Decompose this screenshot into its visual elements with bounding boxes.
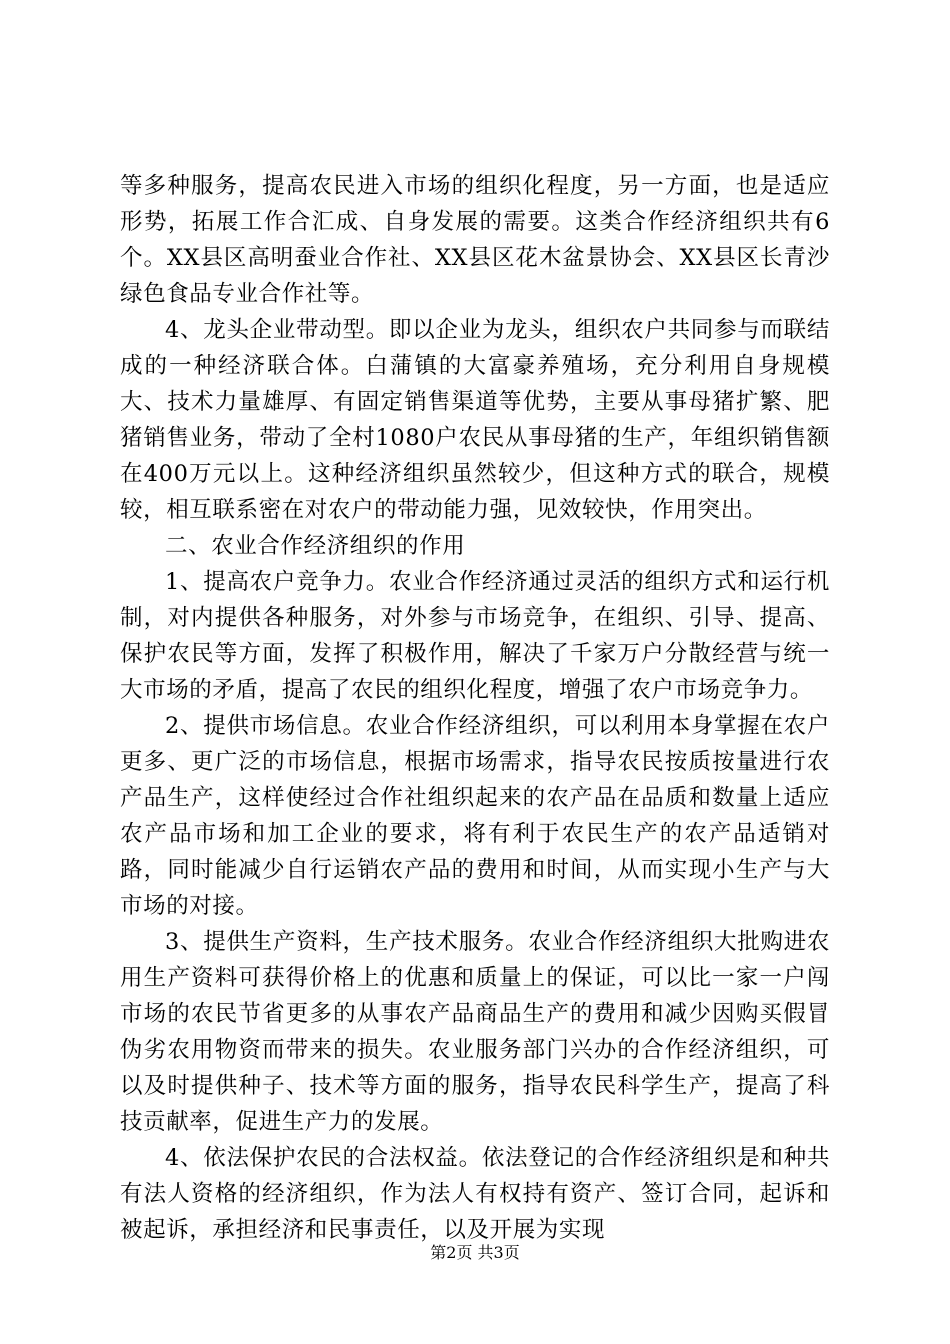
paragraph-6: 3、提供生产资料，生产技术服务。农业合作经济组织大批购进农用生产资料可获得价格上的优惠和质量上的保证，可以比一家一户闯市场的农民节省更多的从事农产品商品生产的费用和减少因购买假冒伪劣农用物资而带来的损失。农业服务部门兴办的合作经济组织，可以及时提供种子、技术等方面的服务，指导农民科学生产，提高了科技贡献率，促进生产力的发展。	[120, 929, 830, 1135]
paragraph-7: 4、依法保护农民的合法权益。依法登记的合作经济组织是和种共有法人资格的经济组织，作为法人有权持有资产、签订合同，起诉和被起诉，承担经济和民事责任，以及开展为实现	[120, 1145, 830, 1243]
paragraph-2: 4、龙头企业带动型。即以企业为龙头，组织农户共同参与而联结成的一种经济联合体。白蒲镇的大富豪养殖场，充分利用自身规模大、技术力量雄厚、有固定销售渠道等优势，主要从事母猪扩繁、肥猪销售业务，带动了全村1080户农民从事母猪的生产，年组织销售额在400万元以上。这种经济组织虽然较少，但这种方式的联合，规模较，相互联系密在对农户的带动能力强，见效较快，作用突出。	[120, 317, 830, 523]
paragraph-1: 等多种服务，提高农民进入市场的组织化程度，另一方面，也是适应形势，拓展工作合汇成、自身发展的需要。这类合作经济组织共有6个。XX县区高明蚕业合作社、XX县区花木盆景协会、XX县区长青沙绿色食品专业合作社等。	[120, 173, 830, 307]
section-heading: 二、农业合作经济组织的作用	[165, 533, 466, 559]
document-body	[120, 168, 830, 1248]
paragraph-5: 2、提供市场信息。农业合作经济组织，可以利用本身掌握在农户更多、更广泛的市场信息，根据市场需求，指导农民按质按量进行农产品生产，这样使经过合作社组织起来的农产品在品质和数量上适应农产品市场和加工企业的要求，将有利于农民生产的农产品适销对路，同时能减少自行运销农产品的费用和时间，从而实现小生产与大市场的对接。	[120, 713, 830, 919]
page-number-footer: 第2页 共3页	[430, 1243, 520, 1262]
paragraph-4: 1、提高农户竞争力。农业合作经济通过灵活的组织方式和运行机制，对内提供各种服务，对外参与市场竞争，在组织、引导、提高、保护农民等方面，发挥了积极作用，解决了千家万户分散经营与统一大市场的矛盾，提高了农民的组织化程度，增强了农户市场竞争力。	[120, 569, 830, 703]
